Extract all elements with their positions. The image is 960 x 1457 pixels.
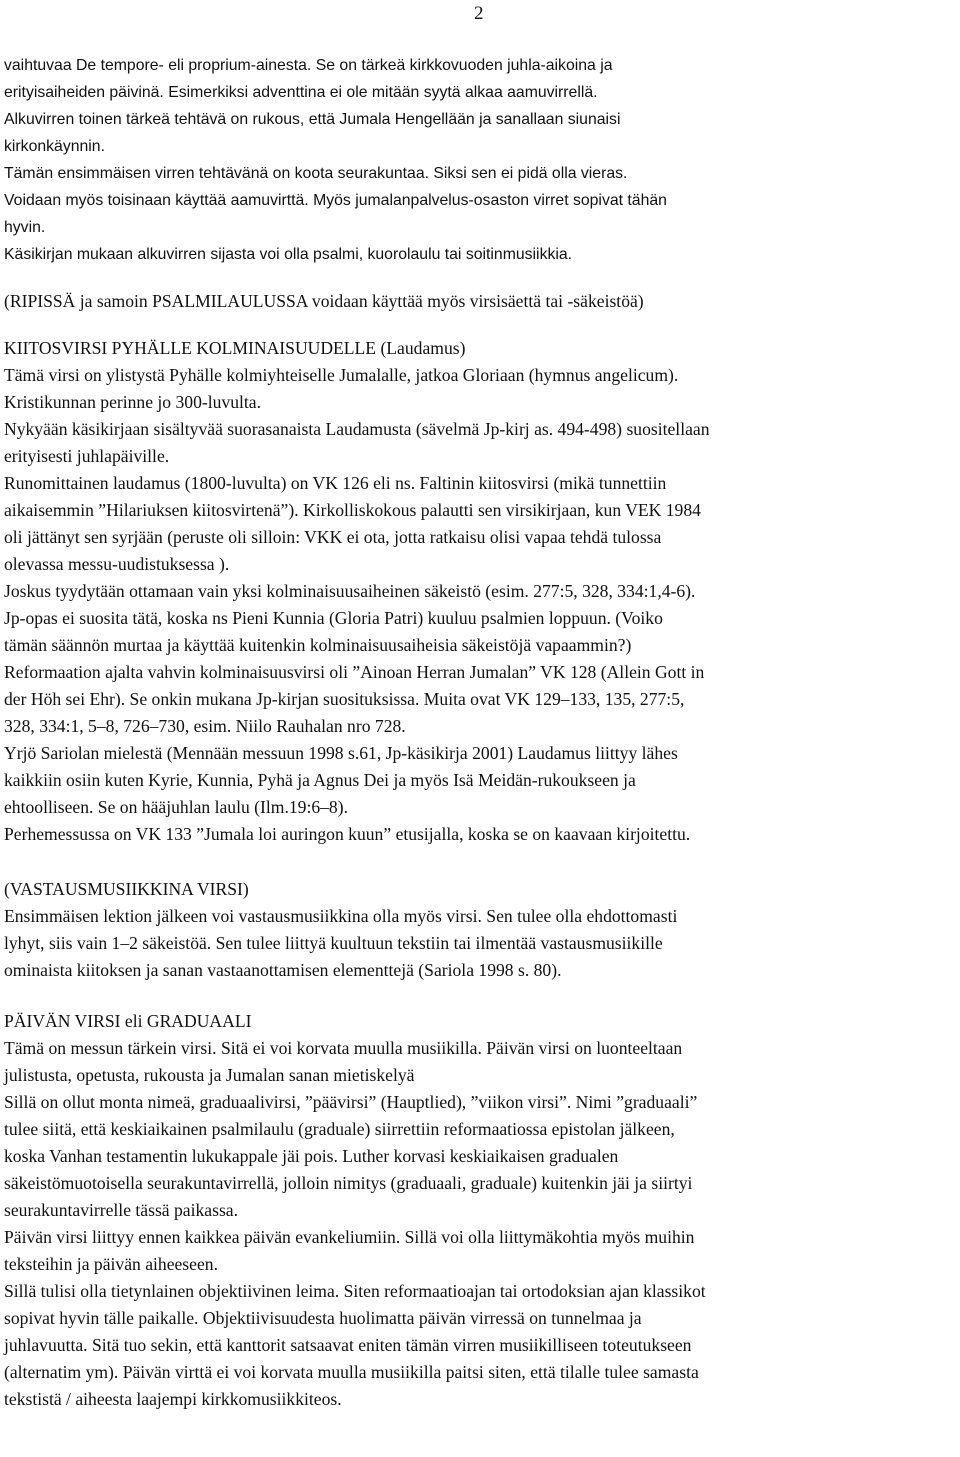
text-line: säkeistömuotoisella seurakuntavirrellä, jolloin nimitys (graduaali, graduale) kuitenkin jäi ja siirtyi (4, 1173, 693, 1193)
text-line: Alkuvirren toinen tärkeä tehtävä on rukous, että Jumala Hengellään ja sanallaan siunaisi (4, 111, 621, 128)
text-line: teksteihin ja päivän aiheeseen. (4, 1254, 218, 1274)
section-heading-graduaali: PÄIVÄN VIRSI eli GRADUAALI (4, 1011, 252, 1031)
section-heading-laudamus: KIITOSVIRSI PYHÄLLE KOLMINAISUUDELLE (Laudamus) (4, 338, 466, 358)
text-line: vaihtuvaa De tempore- eli proprium-ainesta. Se on tärkeä kirkkovuoden juhla-aikoina ja (4, 57, 613, 74)
page-number: 2 (474, 3, 484, 24)
text-line: lyhyt, siis vain 1–2 säkeistöä. Sen tulee liittyä kuultuun tekstiin tai ilmentää vastausmusiikille (4, 933, 663, 953)
text-line: Perhemessussa on VK 133 ”Jumala loi auringon kuun” etusijalla, koska se on kaavaan kirjoitettu. (4, 824, 691, 844)
text-line: Tämä on messun tärkein virsi. Sitä ei voi korvata muulla musiikilla. Päivän virsi on luonteeltaan (4, 1038, 683, 1058)
text-line: kirkonkäynnin. (4, 138, 105, 155)
text-line: (RIPISSÄ ja samoin PSALMILAULUSSA voidaan käyttää myös virsisäettä tai -säkeistöä) (4, 291, 644, 311)
text-line: Reformaation ajalta vahvin kolminaisuusvirsi oli ”Ainoan Herran Jumalan” VK 128 (Allein Gott in (4, 662, 705, 682)
text-line: Joskus tyydytään ottamaan vain yksi kolminaisuusaiheinen säkeistö (esim. 277:5, 328, 334:1,4-6). (4, 581, 696, 601)
text-line: tekstistä / aiheesta laajempi kirkkomusiikkiteos. (4, 1389, 342, 1409)
text-line: olevassa messu-uudistuksessa ). (4, 554, 230, 574)
text-line: Yrjö Sariolan mielestä (Mennään messuun 1998 s.61, Jp-käsikirja 2001) Laudamus liittyy lähes (4, 743, 678, 763)
text-line: Nykyään käsikirjaan sisältyvää suorasanaista Laudamusta (sävelmä Jp-kirj as. 494-498) suositellaan (4, 419, 710, 439)
text-line: Tämän ensimmäisen virren tehtävänä on koota seurakuntaa. Siksi sen ei pidä olla vieras. (4, 165, 628, 182)
text-line: Päivän virsi liittyy ennen kaikkea päivän evankeliumiin. Sillä voi olla liittymäkohtia myös muihin (4, 1227, 695, 1247)
text-line: (alternatim ym). Päivän virttä ei voi korvata muulla musiikilla paitsi siten, että tilalle tulee samasta (4, 1362, 699, 1382)
text-line: 328, 334:1, 5–8, 726–730, esim. Niilo Rauhalan nro 728. (4, 716, 406, 736)
text-line: Sillä on ollut monta nimeä, graduaalivirsi, ”päävirsi” (Hauptlied), ”viikon virsi”. Nimi ”graduaali” (4, 1092, 698, 1112)
text-line: ehtoolliseen. Se on hääjuhlan laulu (Ilm.19:6–8). (4, 797, 348, 817)
text-line: kaikkiin osiin kuten Kyrie, Kunnia, Pyhä ja Agnus Dei ja myös Isä Meidän-rukoukseen ja (4, 770, 636, 790)
text-line: Voidaan myös toisinaan käyttää aamuvirttä. Myös jumalanpalvelus-osaston virret sopivat tähän (4, 192, 667, 209)
text-line: juhlavuutta. Sitä tuo sekin, että kanttorit satsaavat eniten tämän virren musiikilliseen toteutukseen (4, 1335, 692, 1355)
text-line: der Höh sei Ehr). Se onkin mukana Jp-kirjan suosituksissa. Muita ovat VK 129–133, 135, 277:5, (4, 689, 685, 709)
text-line: Tämä virsi on ylistystä Pyhälle kolmiyhteiselle Jumalalle, jatkoa Gloriaan (hymnus angelicum). (4, 365, 679, 385)
text-line: Jp-opas ei suosita tätä, koska ns Pieni Kunnia (Gloria Patri) kuuluu psalmien loppuun. (Voiko (4, 608, 663, 628)
text-line: hyvin. (4, 219, 46, 236)
text-line: sopivat hyvin tälle paikalle. Objektiivisuudesta huolimatta päivän virressä on tunnelmaa ja (4, 1308, 642, 1328)
text-line: erityisesti juhlapäiville. (4, 446, 170, 466)
section-heading-vastausmusiikki: (VASTAUSMUSIIKKINA VIRSI) (4, 879, 249, 899)
text-line: Käsikirjan mukaan alkuvirren sijasta voi olla psalmi, kuorolaulu tai soitinmusiikkia. (4, 246, 573, 263)
text-line: aikaisemmin ”Hilariuksen kiitosvirtenä”). Kirkolliskokous palautti sen virsikirjaan, kun VEK 1984 (4, 500, 701, 520)
text-line: oli jättänyt sen syrjään (peruste oli silloin: VKK ei ota, jotta ratkaisu olisi vapaa tehdä tulossa (4, 527, 662, 547)
text-line: Kristikunnan perinne jo 300-luvulta. (4, 392, 262, 412)
text-line: Sillä tulisi olla tietynlainen objektiivinen leima. Siten reformaatioajan tai ortodoksian ajan klassikot (4, 1281, 706, 1301)
text-line: julistusta, opetusta, rukousta ja Jumalan sanan mietiskelyä (4, 1065, 415, 1085)
text-line: tulee siitä, että keskiaikainen psalmilaulu (graduale) siirrettiin reformaatiossa epistolan jälkeen, (4, 1119, 675, 1139)
text-line: koska Vanhan testamentin lukukappale jäi pois. Luther korvasi keskiaikaisen gradualen (4, 1146, 619, 1166)
text-line: erityisaiheiden päivinä. Esimerkiksi adventtina ei ole mitään syytä alkaa aamuvirrellä. (4, 84, 598, 101)
text-line: Runomittainen laudamus (1800-luvulta) on VK 126 eli ns. Faltinin kiitosvirsi (mikä tunnettiin (4, 473, 667, 493)
text-line: seurakuntavirrelle tässä paikassa. (4, 1200, 239, 1220)
text-line: ominaista kiitoksen ja sanan vastaanottamisen elementtejä (Sariola 1998 s. 80). (4, 960, 562, 980)
text-line: Ensimmäisen lektion jälkeen voi vastausmusiikkina olla myös virsi. Sen tulee olla ehdottomasti (4, 906, 678, 926)
text-line: tämän säännön murtaa ja käyttää kuitenkin kolminaisuusaiheisia säkeistöjä vapaammin?) (4, 635, 632, 655)
document-body (4, 52, 954, 1413)
